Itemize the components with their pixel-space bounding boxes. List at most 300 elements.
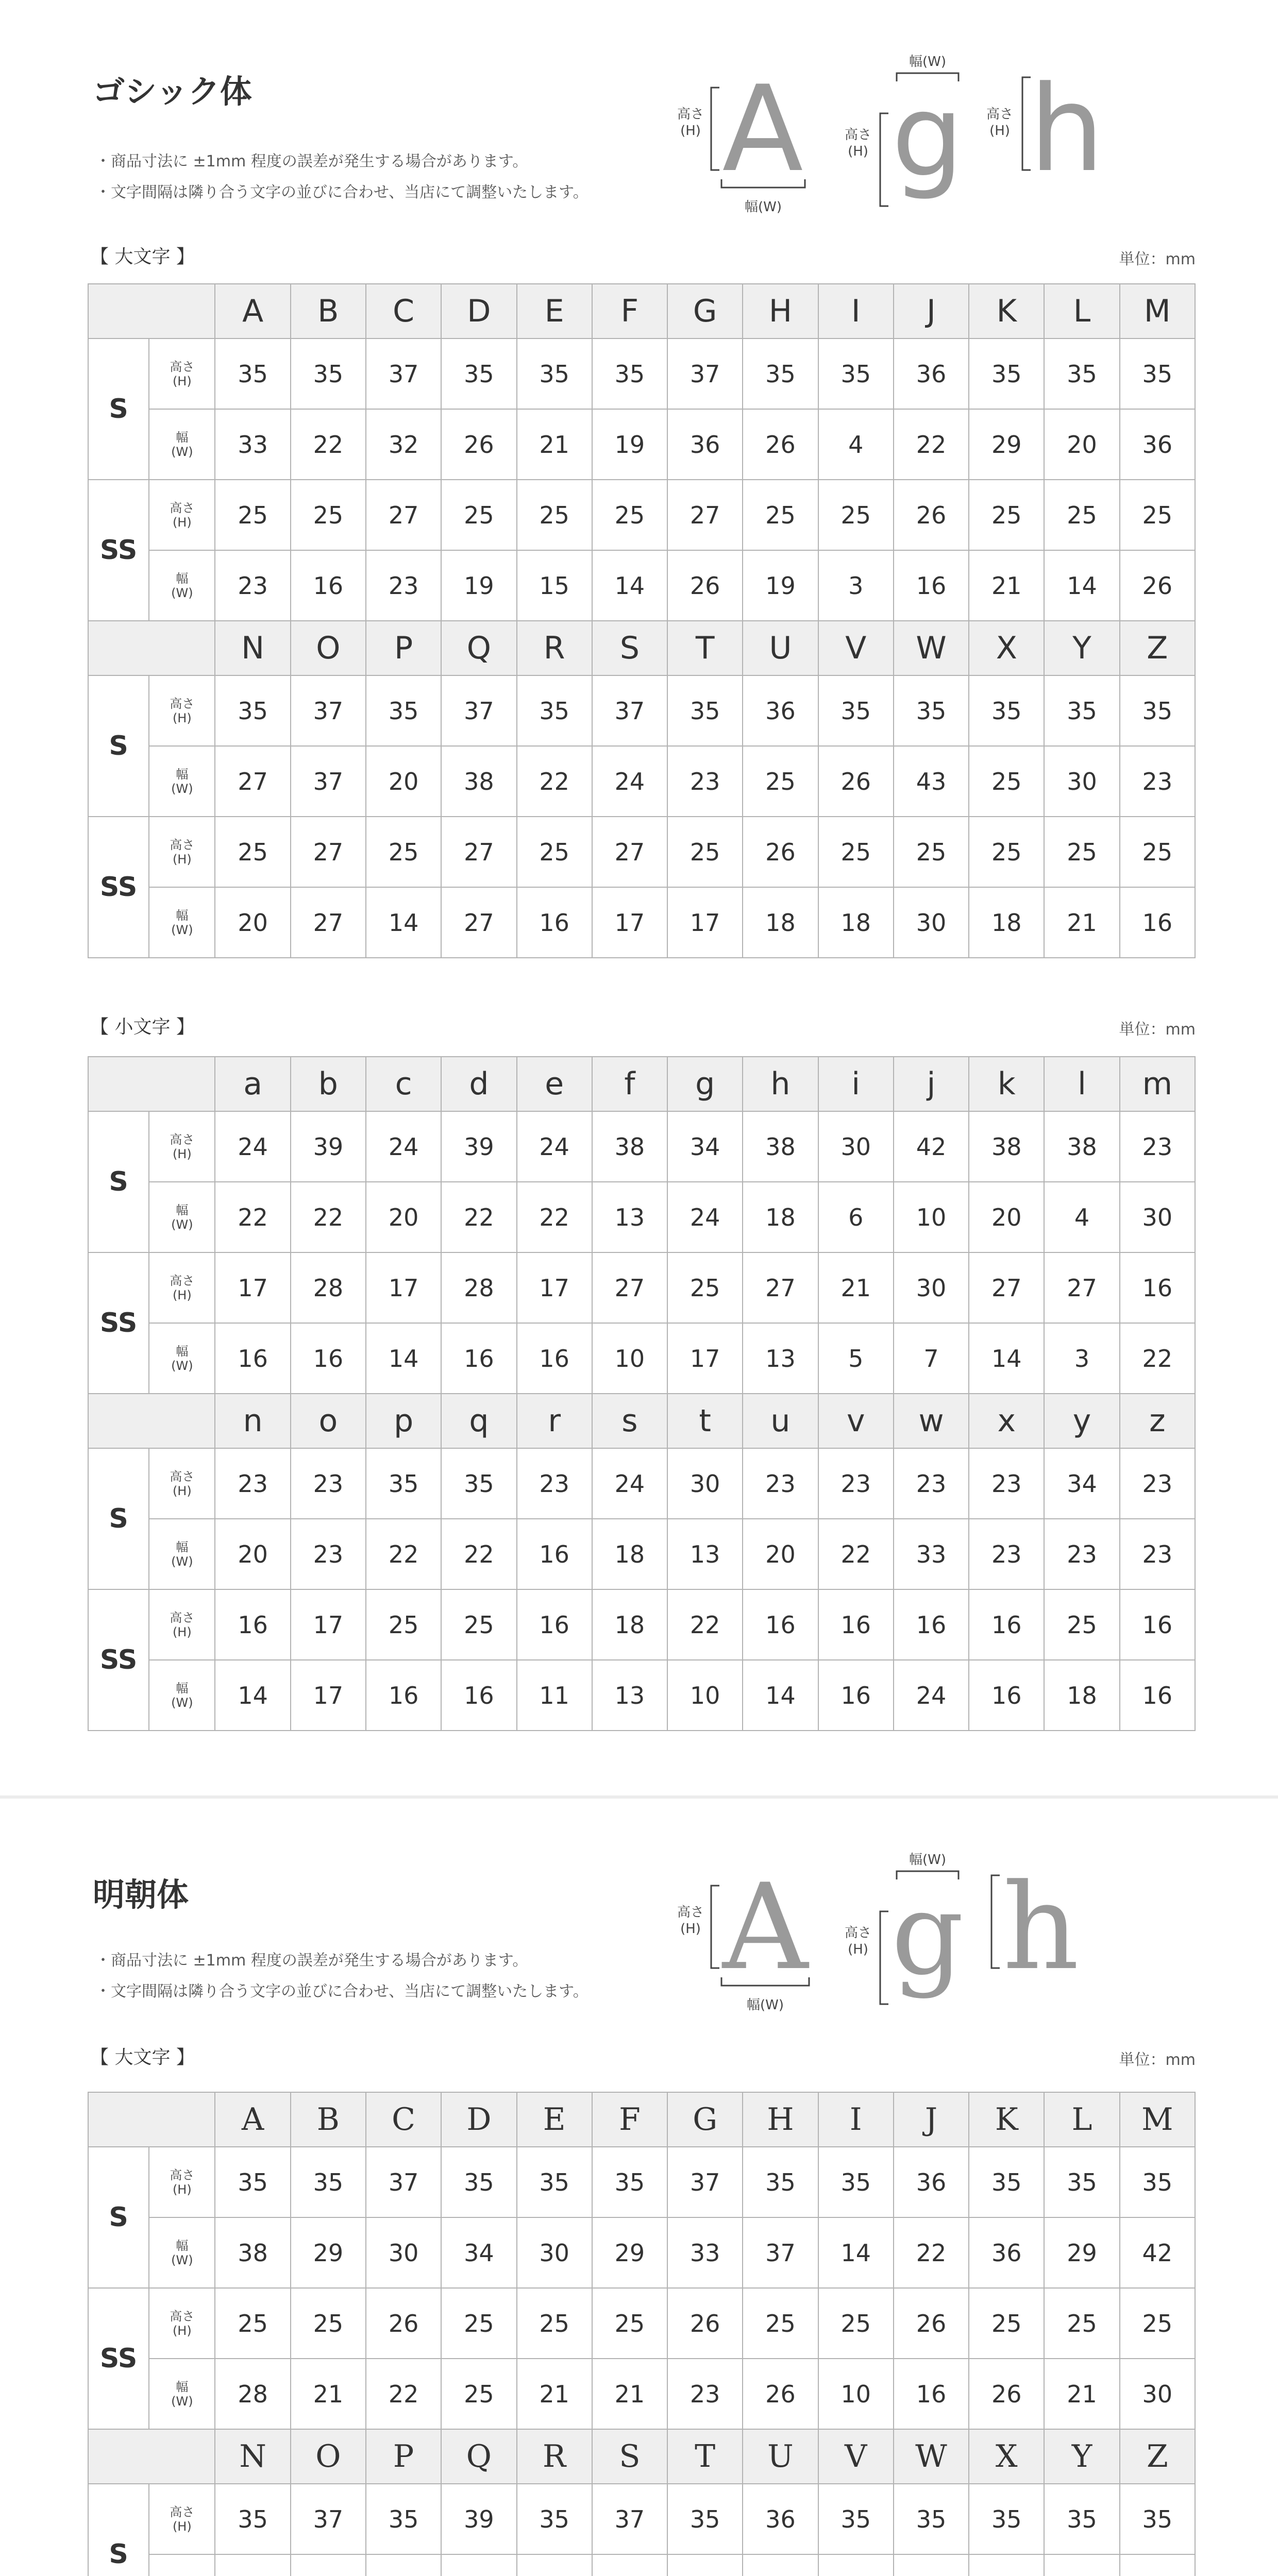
header-corner-cell bbox=[88, 2429, 215, 2484]
value-cell: 23 bbox=[291, 1448, 366, 1519]
value-cell: 24 bbox=[667, 1182, 743, 1252]
value-cell: 14 bbox=[1044, 550, 1119, 621]
dim-word: 高さ bbox=[170, 696, 195, 711]
letter-header-cell: P bbox=[366, 621, 441, 675]
height-label-cell bbox=[149, 338, 215, 409]
width-label-cell bbox=[149, 1182, 215, 1252]
value-cell: 27 bbox=[215, 746, 290, 817]
dim-word: 高さ bbox=[170, 500, 195, 515]
letter-header-cell: o bbox=[291, 1394, 366, 1448]
width-label-cell bbox=[149, 887, 215, 958]
dimension-diagram bbox=[670, 1839, 1206, 2025]
height-row bbox=[88, 2484, 1195, 2554]
dim-code: (H) bbox=[172, 1287, 192, 1302]
value-cell: 22 bbox=[366, 1519, 441, 1589]
letter-header-cell: A bbox=[215, 2092, 290, 2147]
value-cell: 34 bbox=[1044, 1448, 1119, 1519]
value-cell: 10 bbox=[894, 1182, 969, 1252]
letter-header-cell: L bbox=[1044, 2092, 1119, 2147]
value-cell: 35 bbox=[743, 2147, 818, 2217]
value-cell: 25 bbox=[1044, 480, 1119, 550]
value-cell: 18 bbox=[743, 887, 818, 958]
letter-header-cell: H bbox=[743, 2092, 818, 2147]
value-cell: 5 bbox=[818, 1323, 894, 1394]
value-cell: 30 bbox=[366, 2217, 441, 2288]
letter-header-cell: O bbox=[291, 2429, 366, 2484]
value-cell: 16 bbox=[969, 1660, 1044, 1731]
height-row bbox=[88, 675, 1195, 746]
value-cell: 28 bbox=[441, 1252, 516, 1323]
value-cell: 35 bbox=[517, 338, 592, 409]
value-cell: 35 bbox=[215, 338, 290, 409]
value-cell: 27 bbox=[291, 817, 366, 887]
value-cell: 23 bbox=[517, 1448, 592, 1519]
letter-header-cell: l bbox=[1044, 1057, 1119, 1111]
letter-header-cell: Y bbox=[1044, 621, 1119, 675]
value-cell: 22 bbox=[667, 1589, 743, 1660]
unit-label: 単位：mm bbox=[1119, 2051, 1196, 2069]
value-cell: 21 bbox=[517, 2359, 592, 2429]
value-cell: 35 bbox=[215, 2484, 290, 2554]
letter-header-cell: C bbox=[366, 284, 441, 338]
value-cell: 32 bbox=[366, 409, 441, 480]
section-label-uppercase: 【 大文字 】 bbox=[90, 246, 195, 267]
value-cell: 35 bbox=[743, 338, 818, 409]
value-cell: 25 bbox=[592, 480, 667, 550]
letter-header-cell: J bbox=[894, 284, 969, 338]
width-label-cell bbox=[149, 2554, 215, 2576]
value-cell: 3 bbox=[818, 550, 894, 621]
size-label-cell: SS bbox=[88, 480, 149, 621]
height-label-cell bbox=[149, 2147, 215, 2217]
value-cell: 36 bbox=[743, 2484, 818, 2554]
value-cell: 35 bbox=[291, 338, 366, 409]
value-cell: 35 bbox=[1044, 2147, 1119, 2217]
value-cell: 16 bbox=[441, 1323, 516, 1394]
height-code-label: (H) bbox=[680, 1921, 701, 1937]
dim-word: 幅 bbox=[176, 1681, 189, 1696]
value-cell: 13 bbox=[592, 1182, 667, 1252]
height-row bbox=[88, 2288, 1195, 2359]
value-cell: 20 bbox=[1044, 409, 1119, 480]
value-cell: 4 bbox=[818, 409, 894, 480]
value-cell: 33 bbox=[894, 1519, 969, 1589]
value-cell: 23 bbox=[969, 1448, 1044, 1519]
value-cell: 37 bbox=[667, 338, 743, 409]
height-label-cell bbox=[149, 675, 215, 746]
value-cell: 20 bbox=[366, 1182, 441, 1252]
height-row bbox=[88, 1589, 1195, 1660]
value-cell: 16 bbox=[366, 1660, 441, 1731]
value-cell: 23 bbox=[969, 1519, 1044, 1589]
size-table-uppercase bbox=[88, 2092, 1196, 2576]
value-cell: 10 bbox=[667, 1660, 743, 1731]
diagram-letter-g: g bbox=[892, 70, 964, 202]
value-cell: 36 bbox=[743, 675, 818, 746]
height-code-label: (H) bbox=[848, 144, 868, 159]
width-tag-label: 幅(W) bbox=[747, 1997, 784, 2013]
value-cell: 17 bbox=[366, 1252, 441, 1323]
height-bracket bbox=[711, 1886, 719, 1968]
value-cell: 14 bbox=[969, 1323, 1044, 1394]
value-cell: 26 bbox=[894, 480, 969, 550]
letter-header-cell: F bbox=[592, 284, 667, 338]
mincho-panel bbox=[0, 1803, 1278, 2576]
value-cell: 35 bbox=[366, 675, 441, 746]
value-cell: 29 bbox=[969, 409, 1044, 480]
value-cell: 22 bbox=[441, 1182, 516, 1252]
letter-header-cell: a bbox=[215, 1057, 290, 1111]
height-label-cell bbox=[149, 2288, 215, 2359]
value-cell: 23 bbox=[215, 550, 290, 621]
width-row bbox=[88, 2359, 1195, 2429]
value-cell: 7 bbox=[894, 1323, 969, 1394]
letter-header-cell: R bbox=[517, 2429, 592, 2484]
value-cell: 25 bbox=[969, 2288, 1044, 2359]
value-cell: 19 bbox=[592, 409, 667, 480]
header-corner-cell bbox=[88, 1057, 215, 1111]
value-cell: 35 bbox=[894, 675, 969, 746]
letter-header-cell: X bbox=[969, 2429, 1044, 2484]
value-cell: 13 bbox=[667, 1519, 743, 1589]
dim-code: (W) bbox=[171, 1695, 193, 1710]
letter-header-cell: e bbox=[517, 1057, 592, 1111]
letter-header-row bbox=[88, 1057, 1195, 1111]
letter-header-cell: M bbox=[1120, 2092, 1195, 2147]
letter-header-cell: F bbox=[592, 2092, 667, 2147]
value-cell: 35 bbox=[592, 2147, 667, 2217]
value-cell: 25 bbox=[441, 2359, 516, 2429]
value-cell: 25 bbox=[441, 480, 516, 550]
value-cell: 22 bbox=[291, 1182, 366, 1252]
value-cell: 26 bbox=[667, 550, 743, 621]
value-cell: 23 bbox=[291, 1519, 366, 1589]
value-cell bbox=[215, 2554, 290, 2576]
value-cell: 20 bbox=[743, 1519, 818, 1589]
value-cell: 23 bbox=[1120, 1111, 1195, 1182]
value-cell: 35 bbox=[818, 338, 894, 409]
letter-header-row bbox=[88, 284, 1195, 338]
value-cell: 26 bbox=[743, 2359, 818, 2429]
value-cell: 26 bbox=[894, 2288, 969, 2359]
value-cell: 25 bbox=[517, 2288, 592, 2359]
height-word-label: 高さ bbox=[844, 1925, 872, 1941]
height-bracket bbox=[711, 88, 719, 170]
value-cell: 16 bbox=[818, 1589, 894, 1660]
dim-word: 高さ bbox=[170, 1610, 195, 1625]
value-cell: 35 bbox=[894, 2484, 969, 2554]
value-cell: 14 bbox=[818, 2217, 894, 2288]
size-label-cell: SS bbox=[88, 2288, 149, 2429]
value-cell bbox=[818, 2554, 894, 2576]
value-cell: 21 bbox=[517, 409, 592, 480]
value-cell: 22 bbox=[441, 1519, 516, 1589]
width-label-cell bbox=[149, 2217, 215, 2288]
value-cell: 17 bbox=[667, 1323, 743, 1394]
value-cell: 23 bbox=[366, 550, 441, 621]
value-cell: 36 bbox=[894, 2147, 969, 2217]
dim-code: (W) bbox=[171, 444, 193, 459]
size-label-cell: S bbox=[88, 675, 149, 817]
value-cell bbox=[667, 2554, 743, 2576]
size-table-lowercase bbox=[88, 1056, 1196, 1731]
value-cell: 25 bbox=[441, 2288, 516, 2359]
value-cell: 16 bbox=[743, 1589, 818, 1660]
value-cell: 27 bbox=[441, 817, 516, 887]
value-cell: 37 bbox=[667, 2147, 743, 2217]
value-cell: 23 bbox=[1044, 1519, 1119, 1589]
letter-header-cell: W bbox=[894, 621, 969, 675]
value-cell bbox=[969, 2554, 1044, 2576]
value-cell: 25 bbox=[667, 1252, 743, 1323]
dim-word: 高さ bbox=[170, 2167, 195, 2182]
value-cell: 29 bbox=[592, 2217, 667, 2288]
panel-title: ゴシック体 bbox=[93, 73, 252, 110]
size-label-cell: S bbox=[88, 338, 149, 480]
dim-code: (W) bbox=[171, 922, 193, 937]
value-cell: 30 bbox=[894, 887, 969, 958]
letter-header-cell: v bbox=[818, 1394, 894, 1448]
value-cell: 23 bbox=[667, 2359, 743, 2429]
value-cell: 20 bbox=[215, 887, 290, 958]
value-cell: 22 bbox=[894, 2217, 969, 2288]
value-cell: 27 bbox=[1044, 1252, 1119, 1323]
dim-code: (H) bbox=[172, 374, 192, 388]
height-code-label: (H) bbox=[680, 123, 701, 139]
value-cell: 11 bbox=[517, 1660, 592, 1731]
letter-header-cell: Q bbox=[441, 621, 516, 675]
unit-label: 単位：mm bbox=[1119, 1021, 1196, 1039]
dim-word: 高さ bbox=[170, 359, 195, 374]
letter-header-cell: G bbox=[667, 284, 743, 338]
dim-code: (W) bbox=[171, 2394, 193, 2409]
section-label-lowercase: 【 小文字 】 bbox=[90, 1016, 195, 1038]
value-cell: 38 bbox=[592, 1111, 667, 1182]
header-corner-cell bbox=[88, 621, 215, 675]
dim-word: 幅 bbox=[176, 1344, 189, 1359]
value-cell: 39 bbox=[291, 1111, 366, 1182]
value-cell: 27 bbox=[743, 1252, 818, 1323]
value-cell: 16 bbox=[969, 1589, 1044, 1660]
value-cell: 18 bbox=[743, 1182, 818, 1252]
value-cell: 42 bbox=[1120, 2217, 1195, 2288]
value-cell: 16 bbox=[291, 1323, 366, 1394]
height-row bbox=[88, 1252, 1195, 1323]
value-cell: 16 bbox=[291, 550, 366, 621]
value-cell: 26 bbox=[743, 817, 818, 887]
value-cell: 27 bbox=[291, 887, 366, 958]
height-row bbox=[88, 1448, 1195, 1519]
height-label-cell bbox=[149, 1448, 215, 1519]
value-cell: 23 bbox=[215, 1448, 290, 1519]
dim-code: (H) bbox=[172, 2519, 192, 2534]
value-cell: 36 bbox=[894, 338, 969, 409]
value-cell: 20 bbox=[969, 1182, 1044, 1252]
value-cell: 17 bbox=[592, 887, 667, 958]
width-row bbox=[88, 1323, 1195, 1394]
height-label-cell bbox=[149, 817, 215, 887]
value-cell: 10 bbox=[592, 1323, 667, 1394]
note-tolerance: ・商品寸法に ±1mm 程度の誤差が発生する場合があります。 bbox=[95, 152, 528, 171]
value-cell: 19 bbox=[743, 550, 818, 621]
value-cell: 37 bbox=[366, 2147, 441, 2217]
dim-word: 幅 bbox=[176, 2238, 189, 2253]
dim-word: 高さ bbox=[170, 2504, 195, 2519]
width-label-cell bbox=[149, 550, 215, 621]
value-cell: 30 bbox=[1120, 2359, 1195, 2429]
diagram-letter-a: A bbox=[722, 61, 803, 198]
letter-header-cell: S bbox=[592, 2429, 667, 2484]
value-cell: 21 bbox=[969, 550, 1044, 621]
letter-header-cell: z bbox=[1120, 1394, 1195, 1448]
letter-header-cell: V bbox=[818, 621, 894, 675]
letter-header-cell: Q bbox=[441, 2429, 516, 2484]
dim-word: 幅 bbox=[176, 767, 189, 782]
value-cell: 18 bbox=[818, 887, 894, 958]
value-cell: 34 bbox=[441, 2217, 516, 2288]
value-cell: 16 bbox=[894, 2359, 969, 2429]
value-cell: 35 bbox=[818, 2147, 894, 2217]
value-cell: 27 bbox=[592, 1252, 667, 1323]
value-cell: 39 bbox=[441, 2484, 516, 2554]
value-cell: 17 bbox=[291, 1589, 366, 1660]
value-cell: 14 bbox=[743, 1660, 818, 1731]
value-cell: 35 bbox=[291, 2147, 366, 2217]
letter-header-cell: K bbox=[969, 2092, 1044, 2147]
dim-code: (H) bbox=[172, 1146, 192, 1161]
letter-header-cell: D bbox=[441, 284, 516, 338]
value-cell: 28 bbox=[215, 2359, 290, 2429]
value-cell: 26 bbox=[441, 409, 516, 480]
dim-code: (H) bbox=[172, 2323, 192, 2338]
value-cell: 17 bbox=[215, 1252, 290, 1323]
height-code-label: (H) bbox=[848, 1942, 868, 1957]
width-label-cell bbox=[149, 1519, 215, 1589]
value-cell: 35 bbox=[969, 675, 1044, 746]
value-cell: 21 bbox=[1044, 2359, 1119, 2429]
value-cell: 14 bbox=[366, 887, 441, 958]
value-cell: 21 bbox=[291, 2359, 366, 2429]
value-cell: 22 bbox=[517, 746, 592, 817]
letter-header-cell: g bbox=[667, 1057, 743, 1111]
letter-header-row bbox=[88, 1394, 1195, 1448]
value-cell: 25 bbox=[969, 746, 1044, 817]
value-cell: 16 bbox=[1120, 1252, 1195, 1323]
value-cell: 35 bbox=[517, 2147, 592, 2217]
letter-header-cell: d bbox=[441, 1057, 516, 1111]
width-row bbox=[88, 1660, 1195, 1731]
value-cell: 14 bbox=[215, 1660, 290, 1731]
value-cell: 4 bbox=[1044, 1182, 1119, 1252]
value-cell: 35 bbox=[818, 675, 894, 746]
width-row bbox=[88, 2217, 1195, 2288]
dim-word: 高さ bbox=[170, 2309, 195, 2324]
size-label-cell: SS bbox=[88, 817, 149, 958]
height-row bbox=[88, 1111, 1195, 1182]
dim-code: (W) bbox=[171, 1217, 193, 1232]
size-label-cell: SS bbox=[88, 1589, 149, 1731]
value-cell: 22 bbox=[215, 1182, 290, 1252]
section-label-uppercase: 【 大文字 】 bbox=[90, 2047, 195, 2068]
dim-code: (W) bbox=[171, 1358, 193, 1373]
letter-header-cell: p bbox=[366, 1394, 441, 1448]
value-cell: 23 bbox=[667, 746, 743, 817]
value-cell: 24 bbox=[592, 1448, 667, 1519]
value-cell: 23 bbox=[1120, 1448, 1195, 1519]
value-cell: 37 bbox=[366, 338, 441, 409]
diagram-letter-h: h bbox=[1002, 1859, 1080, 1996]
value-cell: 27 bbox=[441, 887, 516, 958]
value-cell: 25 bbox=[366, 1589, 441, 1660]
letter-header-cell: P bbox=[366, 2429, 441, 2484]
width-row bbox=[88, 1182, 1195, 1252]
value-cell: 21 bbox=[592, 2359, 667, 2429]
value-cell: 25 bbox=[592, 2288, 667, 2359]
value-cell: 16 bbox=[517, 1589, 592, 1660]
dim-word: 幅 bbox=[176, 2379, 189, 2394]
width-row bbox=[88, 409, 1195, 480]
dim-code: (H) bbox=[172, 515, 192, 530]
value-cell: 42 bbox=[894, 1111, 969, 1182]
value-cell: 25 bbox=[818, 817, 894, 887]
letter-header-cell: U bbox=[743, 2429, 818, 2484]
value-cell: 35 bbox=[969, 2484, 1044, 2554]
value-cell: 21 bbox=[1044, 887, 1119, 958]
value-cell: 35 bbox=[441, 1448, 516, 1519]
dimension-diagram-svg bbox=[670, 1839, 1206, 2025]
value-cell: 35 bbox=[1120, 2147, 1195, 2217]
diagram-letter-g: g bbox=[891, 1868, 964, 2000]
value-cell: 21 bbox=[818, 1252, 894, 1323]
letter-header-cell: V bbox=[818, 2429, 894, 2484]
letter-header-cell: M bbox=[1120, 284, 1195, 338]
width-tag-label: 幅(W) bbox=[909, 54, 946, 70]
value-cell: 35 bbox=[366, 1448, 441, 1519]
value-cell: 43 bbox=[894, 746, 969, 817]
value-cell: 35 bbox=[441, 2147, 516, 2217]
value-cell: 25 bbox=[366, 817, 441, 887]
letter-header-cell: R bbox=[517, 621, 592, 675]
letter-header-cell: W bbox=[894, 2429, 969, 2484]
value-cell: 30 bbox=[818, 1111, 894, 1182]
value-cell: 38 bbox=[969, 1111, 1044, 1182]
letter-header-row bbox=[88, 621, 1195, 675]
letter-header-cell: X bbox=[969, 621, 1044, 675]
value-cell: 33 bbox=[667, 2217, 743, 2288]
letter-header-cell: T bbox=[667, 2429, 743, 2484]
value-cell: 25 bbox=[743, 480, 818, 550]
letter-header-cell: I bbox=[818, 284, 894, 338]
value-cell: 39 bbox=[441, 1111, 516, 1182]
height-word-label: 高さ bbox=[677, 107, 704, 122]
value-cell bbox=[894, 2554, 969, 2576]
value-cell: 25 bbox=[969, 480, 1044, 550]
value-cell: 35 bbox=[1120, 675, 1195, 746]
letter-header-cell: B bbox=[291, 284, 366, 338]
value-cell: 35 bbox=[969, 2147, 1044, 2217]
value-cell: 37 bbox=[441, 675, 516, 746]
dimension-diagram bbox=[670, 41, 1206, 227]
diagram-letter-h: h bbox=[1029, 61, 1104, 198]
value-cell: 38 bbox=[1044, 1111, 1119, 1182]
letter-header-cell: G bbox=[667, 2092, 743, 2147]
dim-code: (W) bbox=[171, 2252, 193, 2267]
value-cell: 25 bbox=[818, 480, 894, 550]
value-cell: 15 bbox=[517, 550, 592, 621]
panel-title: 明朝体 bbox=[93, 1876, 189, 1913]
value-cell: 35 bbox=[441, 338, 516, 409]
value-cell: 35 bbox=[366, 2484, 441, 2554]
